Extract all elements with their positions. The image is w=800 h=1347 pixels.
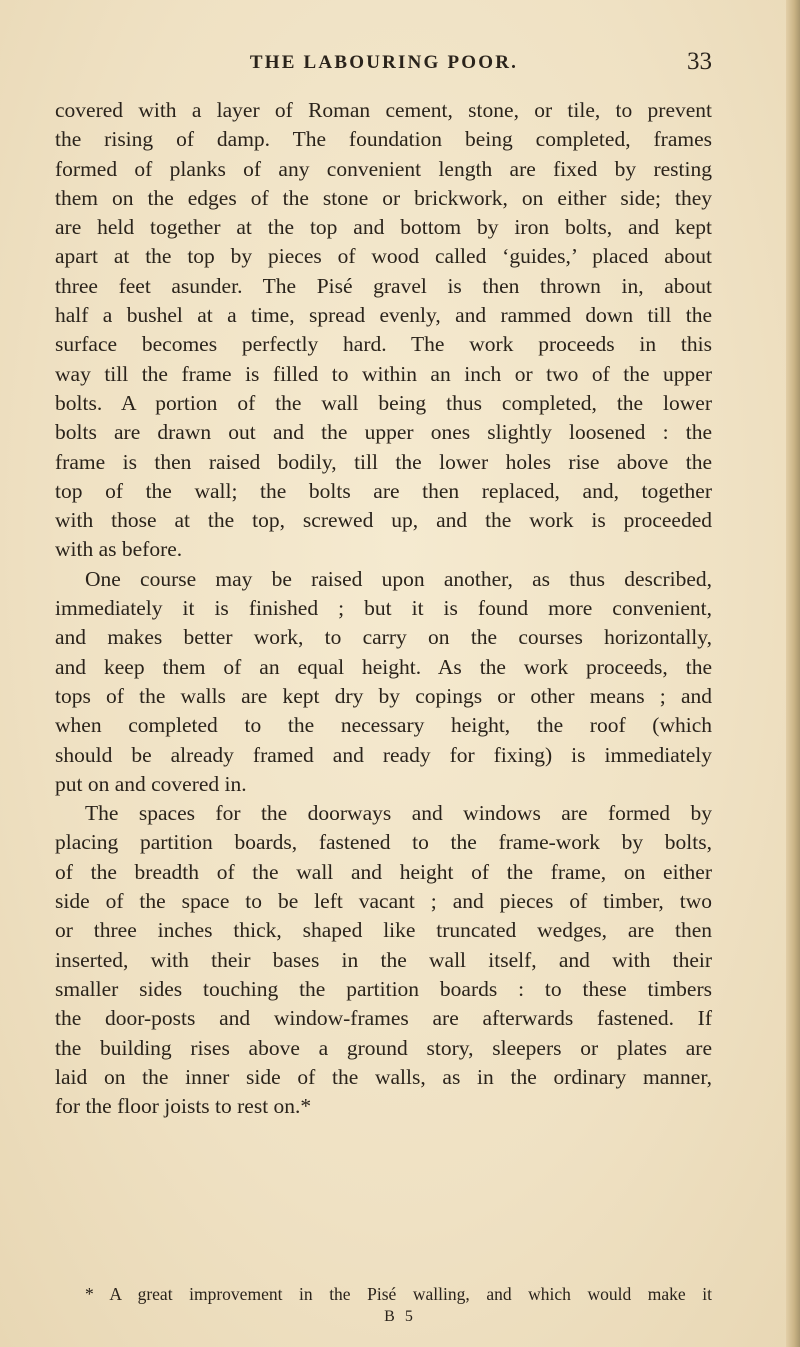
text-line: should be already framed and ready for fixing) is immediately [55,742,712,767]
text-line: and keep them of an equal height. As the work proceeds, the [55,654,712,679]
paragraph-start-line: The spaces for the doorways and windows are formed by [85,801,712,826]
text-line: the rising of damp. The foundation being completed, frames [55,127,712,152]
footnote [55,1281,712,1307]
text-line: tops of the walls are kept dry by copings or other means ; and [55,683,712,708]
text-line: bolts. A portion of the wall being thus completed, the lower [55,390,712,415]
text-line: placing partition boards, fastened to the frame-work by bolts, [55,830,712,855]
page-number: 33 [687,48,712,75]
text-line: three feet asunder. The Pisé gravel is then thrown in, about [55,273,712,298]
text-line: way till the frame is filled to within an inch or two of the upper [55,361,712,386]
text-line: covered with a layer of Roman cement, stone, or tile, to prevent [55,98,712,122]
text-line: side of the space to be left vacant ; and pieces of timber, two [55,889,712,914]
text-line: of the breadth of the wall and height of the frame, on either [55,859,712,884]
footnote-line: * A great improvement in the Pisé walling, and which would make it [85,1284,712,1304]
text-line: with as before. [55,537,183,562]
text-line: frame is then raised bodily, till the lower holes rise above the [55,449,712,474]
text-line: when completed to the necessary height, the roof (which [55,713,712,738]
body-text [55,96,712,1121]
running-title: THE LABOURING POOR. [249,52,519,73]
text-line: them on the edges of the stone or brickwork, on either side; they [55,185,712,210]
text-line: laid on the inner side of the walls, as in the ordinary manner, [55,1064,712,1089]
signature-mark: B 5 [384,1308,416,1325]
text-line: apart at the top by pieces of wood called ‘guides,’ placed about [55,244,712,269]
text-line: surface becomes perfectly hard. The work proceeds in this [55,332,712,357]
paragraph-start-line: One course may be raised upon another, as thus described, [85,566,712,591]
text-line: half a bushel at a time, spread evenly, and rammed down till the [55,303,712,328]
text-line: smaller sides touching the partition boards : to these timbers [55,976,712,1001]
text-line: immediately it is finished ; but it is found more convenient, [55,596,712,621]
text-line: are held together at the top and bottom by iron bolts, and kept [55,215,712,240]
page-header [56,48,712,84]
text-line: inserted, with their bases in the wall itself, and with their [55,947,712,972]
text-line: bolts are drawn out and the upper ones slightly loosened : the [55,420,712,445]
text-line: put on and covered in. [55,771,247,796]
page-edge [786,0,800,1347]
text-line: formed of planks of any convenient length are fixed by resting [55,156,712,181]
text-line: top of the wall; the bolts are then replaced, and, together [55,478,712,503]
text-line: the door-posts and window-frames are afterwards fastened. If [55,1006,712,1031]
text-line: or three inches thick, shaped like truncated wedges, are then [55,918,712,943]
text-line: for the floor joists to rest on.* [55,1094,312,1119]
text-line: the building rises above a ground story, sleepers or plates are [55,1035,712,1060]
text-line: with those at the top, screwed up, and the work is proceeded [55,508,712,533]
text-line: and makes better work, to carry on the courses horizontally, [55,625,712,650]
